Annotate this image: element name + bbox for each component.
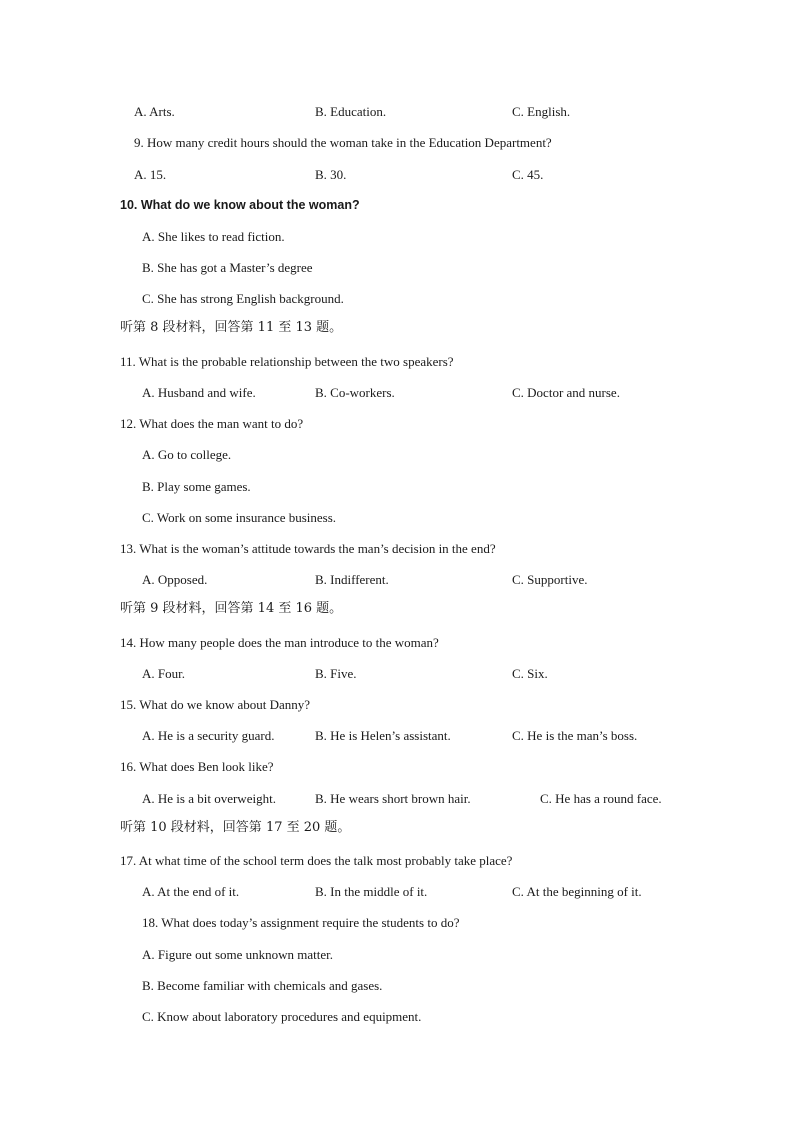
q15-options — [0, 728, 794, 744]
q9-options — [0, 167, 794, 183]
q13-options — [0, 572, 794, 588]
q12-option-c: C. Work on some insurance business. — [142, 510, 337, 525]
q15-option-c: C. He is the man’s boss. — [512, 728, 638, 743]
q17-option-c: C. At the beginning of it. — [512, 884, 642, 899]
q16-option-b: B. He wears short brown hair. — [315, 791, 471, 806]
q14-option-c: C. Six. — [512, 666, 548, 681]
section-10-heading: 听第 10 段材料，回答第 17 至 20 题。 — [120, 820, 351, 835]
q15-option-a: A. He is a security guard. — [142, 728, 275, 743]
q12-option-b: B. Play some games. — [142, 479, 251, 494]
q17-options — [0, 884, 794, 900]
section-8-heading: 听第 8 段材料，回答第 11 至 13 题。 — [120, 320, 343, 335]
q13-option-c: C. Supportive. — [512, 572, 588, 587]
q9-option-c: C. 45. — [512, 167, 544, 182]
q16-question: 16. What does Ben look like? — [120, 759, 274, 774]
q17-option-b: B. In the middle of it. — [315, 884, 428, 899]
q14-options — [0, 666, 794, 682]
q11-question: 11. What is the probable relationship between the two speakers? — [120, 354, 454, 369]
q17-question: 17. At what time of the school term does the talk most probably take place? — [120, 853, 513, 868]
q11-option-b: B. Co-workers. — [315, 385, 395, 400]
q15-question: 15. What do we know about Danny? — [120, 697, 311, 712]
q9-option-b: B. 30. — [315, 167, 347, 182]
q12-question: 12. What does the man want to do? — [120, 416, 304, 431]
q14-option-a: A. Four. — [142, 666, 185, 681]
q10-option-a: A. She likes to read fiction. — [142, 229, 285, 244]
q16-option-a: A. He is a bit overweight. — [142, 791, 276, 806]
q9-question: 9. How many credit hours should the woman take in the Education Department? — [134, 135, 552, 150]
q16-options — [0, 791, 794, 807]
q11-options — [0, 385, 794, 401]
q17-option-a: A. At the end of it. — [142, 884, 240, 899]
q18-option-b: B. Become familiar with chemicals and gases. — [142, 978, 383, 993]
q11-option-c: C. Doctor and nurse. — [512, 385, 620, 400]
section-9-heading: 听第 9 段材料，回答第 14 至 16 题。 — [120, 601, 343, 616]
q8-option-b: B. Education. — [315, 104, 387, 119]
q14-option-b: B. Five. — [315, 666, 357, 681]
q10-option-b: B. She has got a Master’s degree — [142, 260, 313, 275]
q10-option-c: C. She has strong English background. — [142, 291, 344, 306]
q15-option-b: B. He is Helen’s assistant. — [315, 728, 451, 743]
q8-option-a: A. Arts. — [134, 104, 175, 119]
q18-option-c: C. Know about laboratory procedures and equipment. — [142, 1009, 422, 1024]
q12-option-a: A. Go to college. — [142, 447, 232, 462]
q18-question: 18. What does today’s assignment require the students to do? — [142, 915, 460, 930]
q14-question: 14. How many people does the man introduce to the woman? — [120, 635, 439, 650]
q13-option-a: A. Opposed. — [142, 572, 208, 587]
q8-options — [0, 104, 794, 120]
q10-question: 10. What do we know about the woman? — [120, 198, 360, 212]
q8-option-c: C. English. — [512, 104, 571, 119]
q16-option-c: C. He has a round face. — [540, 791, 662, 806]
q11-option-a: A. Husband and wife. — [142, 385, 256, 400]
q13-option-b: B. Indifferent. — [315, 572, 389, 587]
q13-question: 13. What is the woman’s attitude towards the man’s decision in the end? — [120, 541, 496, 556]
q9-option-a: A. 15. — [134, 167, 167, 182]
q18-option-a: A. Figure out some unknown matter. — [142, 947, 334, 962]
